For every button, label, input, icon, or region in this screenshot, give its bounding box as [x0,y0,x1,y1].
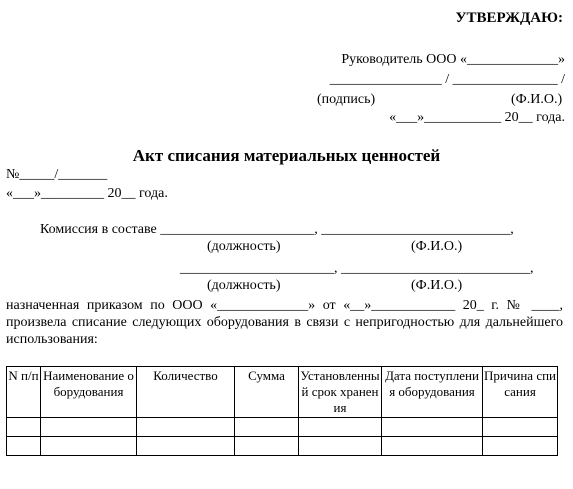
table-cell[interactable] [41,418,137,437]
header-number: N п/п [7,367,41,418]
document-title: Акт списания материальных ценностей [132,146,441,165]
table-cell[interactable] [299,418,382,437]
commission-line-2: ______________________, ___________________________, [180,261,534,276]
table-cell[interactable] [137,437,235,456]
header-reason: Причина списания [483,367,558,418]
table-cell[interactable] [483,418,558,437]
name-caption: (Ф.И.О.) [511,92,563,107]
signature-line: ________________ / _______________ / [329,72,565,87]
header-storage-term: Установленный срок хранения [299,367,382,418]
table-cell[interactable] [235,437,299,456]
name-caption-1: (Ф.И.О.) [411,239,463,254]
commission-line-1: Комиссия в составе ______________________, ___________________________, [40,222,514,237]
table-cell[interactable] [7,418,41,437]
header-sum: Сумма [235,367,299,418]
table-cell[interactable] [382,418,483,437]
write-off-table [6,366,558,456]
table-row [7,418,558,437]
table-cell[interactable] [41,437,137,456]
table-cell[interactable] [483,437,558,456]
table-cell[interactable] [299,437,382,456]
header-quantity: Количество [137,367,235,418]
table-cell[interactable] [235,418,299,437]
approval-date-line: «___»___________ 20__ года. [389,110,565,125]
header-name: Наименование оборудования [41,367,137,418]
header-receipt-date: Дата поступления оборудования [382,367,483,418]
act-number-line: №_____/_______ [6,167,108,182]
name-caption-2: (Ф.И.О.) [411,278,463,293]
position-caption-1: (должность) [207,239,281,254]
approval-heading: УТВЕРЖДАЮ: [455,10,563,26]
position-caption-2: (должность) [207,278,281,293]
table-cell[interactable] [7,437,41,456]
manager-line: Руководитель ООО «_____________» [341,52,565,67]
order-paragraph: назначенная приказом по ООО «_____________» от «__»____________ 20_ г. № ____, произвела списание следующих оборудования в связи с непригодностью для дальнейшего использования: [6,298,563,347]
table-row [7,437,558,456]
table-cell[interactable] [382,437,483,456]
table-cell[interactable] [137,418,235,437]
signature-caption: (подпись) [317,92,376,107]
act-date-line: «___»_________ 20__ года. [6,186,168,201]
table-header-row [7,367,558,418]
